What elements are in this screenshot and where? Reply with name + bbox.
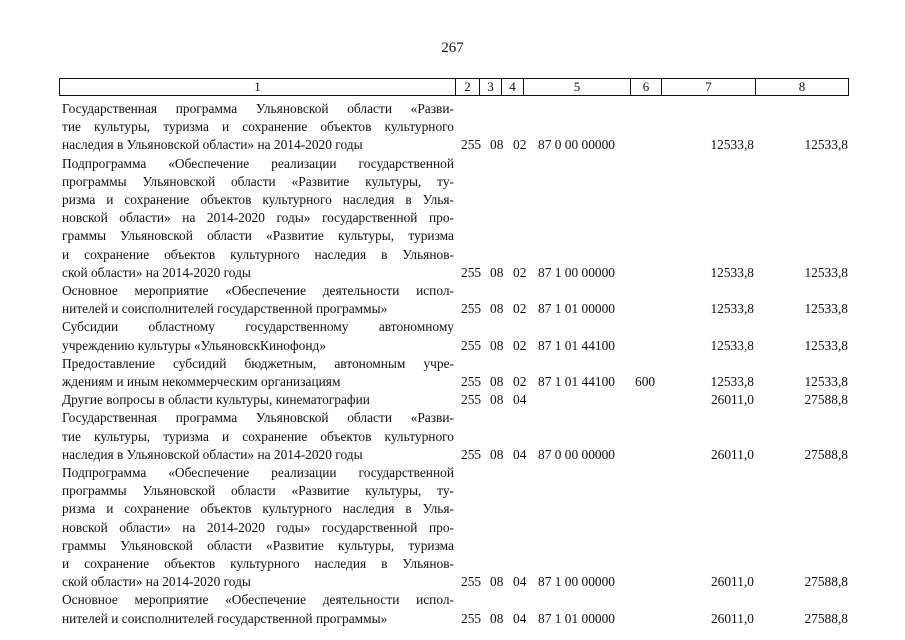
description-line: Другие вопросы в области культуры, кинематографии (62, 392, 370, 408)
cell-col-5: 87 1 00 00000 (538, 264, 615, 280)
description-line: ждениям и иным некоммерческим организациям (62, 374, 341, 390)
page-number: 267 (441, 40, 464, 56)
table-row (62, 282, 862, 318)
cell-col-7: 12533,8 (710, 337, 754, 353)
row-description (62, 591, 454, 627)
header-col-2: 2 (455, 79, 479, 95)
cell-col-2: 255 (461, 610, 482, 626)
cell-col-8: 27588,8 (804, 392, 848, 408)
description-line: ризма и сохранение объектов культурного наследия в Улья- (62, 501, 454, 517)
description-line: и сохранение объектов культурного наследия в Ульянов- (62, 556, 454, 572)
cell-col-4: 02 (513, 301, 527, 317)
cell-col-5: 87 1 01 00000 (538, 610, 615, 626)
cell-col-2: 255 (461, 374, 482, 390)
cell-col-3: 08 (490, 446, 504, 462)
description-line: Субсидии областному государственному автономному (62, 319, 454, 335)
cell-col-7: 26011,0 (710, 610, 754, 626)
table-body (62, 100, 862, 628)
cell-col-7: 12533,8 (710, 264, 754, 280)
cell-col-4: 02 (513, 374, 527, 390)
description-line: учреждению культуры «УльяновскКинофонд» (62, 337, 327, 353)
cell-col-8: 12533,8 (804, 264, 848, 280)
cell-col-6: 600 (635, 374, 656, 390)
table-row (62, 318, 862, 354)
row-description (62, 318, 454, 354)
cell-col-8: 27588,8 (804, 610, 848, 626)
cell-col-5: 87 1 00 00000 (538, 574, 615, 590)
description-line: Государственная программа Ульяновской области «Разви- (62, 410, 454, 426)
cell-col-4: 04 (513, 610, 527, 626)
cell-col-3: 08 (490, 574, 504, 590)
description-line: тие культуры, туризма и сохранение объектов культурного (62, 428, 454, 444)
header-col-1: 1 (254, 79, 261, 94)
cell-col-4: 02 (513, 337, 527, 353)
table-row (62, 591, 862, 627)
cell-col-8: 12533,8 (804, 337, 848, 353)
header-col-8: 8 (755, 79, 848, 95)
row-description (62, 282, 454, 318)
cell-col-7: 12533,8 (710, 374, 754, 390)
cell-col-5: 87 0 00 00000 (538, 137, 615, 153)
description-line: наследия в Ульяновской области» на 2014-2020 годы (62, 446, 363, 462)
cell-col-3: 08 (490, 392, 504, 408)
row-description (62, 100, 454, 155)
cell-col-3: 08 (490, 301, 504, 317)
cell-col-3: 08 (490, 137, 504, 153)
description-line: и сохранение объектов культурного наследия в Ульянов- (62, 246, 454, 262)
cell-col-7: 12533,8 (710, 137, 754, 153)
description-line: Основное мероприятие «Обеспечение деятельности испол- (62, 283, 454, 299)
header-col-6: 6 (630, 79, 661, 95)
cell-col-8: 12533,8 (804, 137, 848, 153)
cell-col-2: 255 (461, 574, 482, 590)
cell-col-2: 255 (461, 301, 482, 317)
description-line: наследия в Ульяновской области» на 2014-2020 годы (62, 137, 363, 153)
cell-col-7: 26011,0 (710, 446, 754, 462)
cell-col-4: 04 (513, 574, 527, 590)
header-col-7: 7 (661, 79, 755, 95)
cell-col-8: 12533,8 (804, 374, 848, 390)
row-description (62, 355, 454, 391)
cell-col-2: 255 (461, 337, 482, 353)
description-line: Предоставление субсидий бюджетным, автономным учре- (62, 355, 454, 371)
cell-col-4: 04 (513, 446, 527, 462)
table-row (62, 409, 862, 464)
description-line: нителей и соисполнителей государственной программы» (62, 301, 388, 317)
cell-col-7: 26011,0 (710, 392, 754, 408)
cell-col-5: 87 1 01 44100 (538, 337, 615, 353)
cell-col-3: 08 (490, 374, 504, 390)
description-line: ской области» на 2014-2020 годы (62, 574, 251, 590)
cell-col-2: 255 (461, 446, 482, 462)
cell-col-2: 255 (461, 137, 482, 153)
cell-col-4: 02 (513, 264, 527, 280)
description-line: новской области» на 2014-2020 годы» государственной про- (62, 519, 454, 535)
cell-col-8: 27588,8 (804, 446, 848, 462)
row-description (62, 155, 454, 282)
table-row (62, 100, 862, 155)
description-line: программы Ульяновской области «Развитие культуры, ту- (62, 483, 454, 499)
description-line: программы Ульяновской области «Развитие культуры, ту- (62, 173, 454, 189)
row-description (62, 409, 454, 464)
table-header (59, 78, 849, 96)
cell-col-3: 08 (490, 610, 504, 626)
row-description (62, 464, 454, 591)
description-line: новской области» на 2014-2020 годы» государственной про- (62, 210, 454, 226)
table-row (62, 391, 862, 409)
cell-col-4: 02 (513, 137, 527, 153)
row-description (62, 391, 454, 409)
description-line: нителей и соисполнителей государственной программы» (62, 610, 388, 626)
cell-col-7: 26011,0 (710, 574, 754, 590)
description-line: граммы Ульяновской области «Развитие культуры, туризма (62, 228, 454, 244)
description-line: Подпрограмма «Обеспечение реализации государственной (62, 155, 454, 171)
cell-col-8: 27588,8 (804, 574, 848, 590)
header-col-5: 5 (523, 79, 630, 95)
description-line: Государственная программа Ульяновской области «Разви- (62, 101, 454, 116)
cell-col-4: 04 (513, 392, 527, 408)
table-row (62, 464, 862, 591)
cell-col-2: 255 (461, 264, 482, 280)
cell-col-8: 12533,8 (804, 301, 848, 317)
header-col-3: 3 (479, 79, 501, 95)
description-line: ризма и сохранение объектов культурного наследия в Улья- (62, 192, 454, 208)
description-line: ской области» на 2014-2020 годы (62, 264, 251, 280)
cell-col-3: 08 (490, 264, 504, 280)
description-line: граммы Ульяновской области «Развитие культуры, туризма (62, 537, 454, 553)
cell-col-5: 87 1 01 44100 (538, 374, 615, 390)
cell-col-7: 12533,8 (710, 301, 754, 317)
header-col-4: 4 (501, 79, 523, 95)
cell-col-5: 87 1 01 00000 (538, 301, 615, 317)
description-line: Основное мероприятие «Обеспечение деятельности испол- (62, 592, 454, 608)
table-row (62, 355, 862, 391)
description-line: Подпрограмма «Обеспечение реализации государственной (62, 465, 454, 481)
table-row (62, 155, 862, 282)
description-line: тие культуры, туризма и сохранение объектов культурного (62, 119, 454, 135)
cell-col-2: 255 (461, 392, 482, 408)
cell-col-3: 08 (490, 337, 504, 353)
cell-col-5: 87 0 00 00000 (538, 446, 615, 462)
